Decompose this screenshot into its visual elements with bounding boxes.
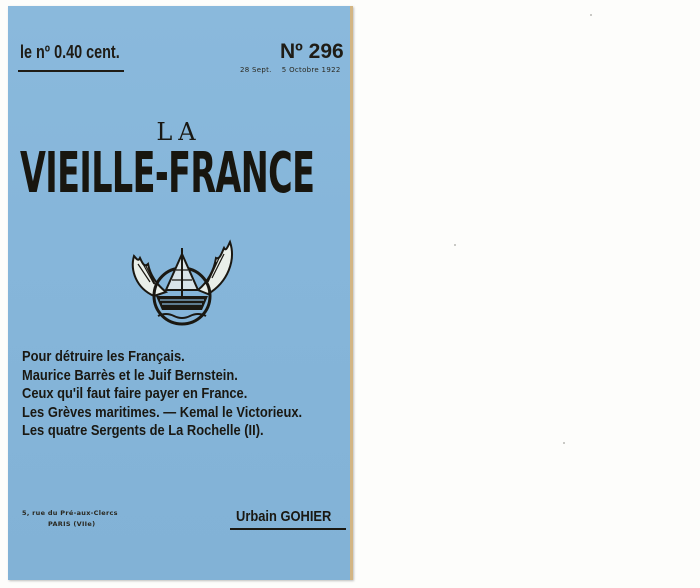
winged-ship-emblem-icon [126,234,238,330]
publisher-city: PARIS (VIIe) [48,520,96,528]
price-underline [18,70,124,72]
publisher-address: 5, rue du Pré-aux-Clercs [22,509,118,517]
dust-speck [454,244,456,246]
title-article: LA [156,118,202,146]
author-underline [230,528,346,530]
magazine-cover [8,6,353,580]
table-of-contents [22,348,352,441]
issue-date: 28 Sept. 5 Octobre 1922 [240,66,341,74]
contents-item: Les Grèves maritimes. — Kemal le Victorieux. [22,403,303,421]
dust-speck [590,14,592,16]
masthead-title: VIEILLE-FRANCE [20,141,315,206]
contents-item: Ceux qu'il faut faire payer en France. [22,385,248,402]
price-label: le nº 0.40 cent. [20,42,120,62]
contents-item: Maurice Barrès et le Juif Bernstein. [22,366,238,384]
dust-speck [563,442,565,444]
author-name: Urbain GOHIER [236,508,332,525]
issue-number: Nº 296 [280,40,344,63]
contents-item: Les quatre Sergents de La Rochelle (II). [22,422,264,439]
contents-item: Pour détruire les Français. [22,348,185,365]
